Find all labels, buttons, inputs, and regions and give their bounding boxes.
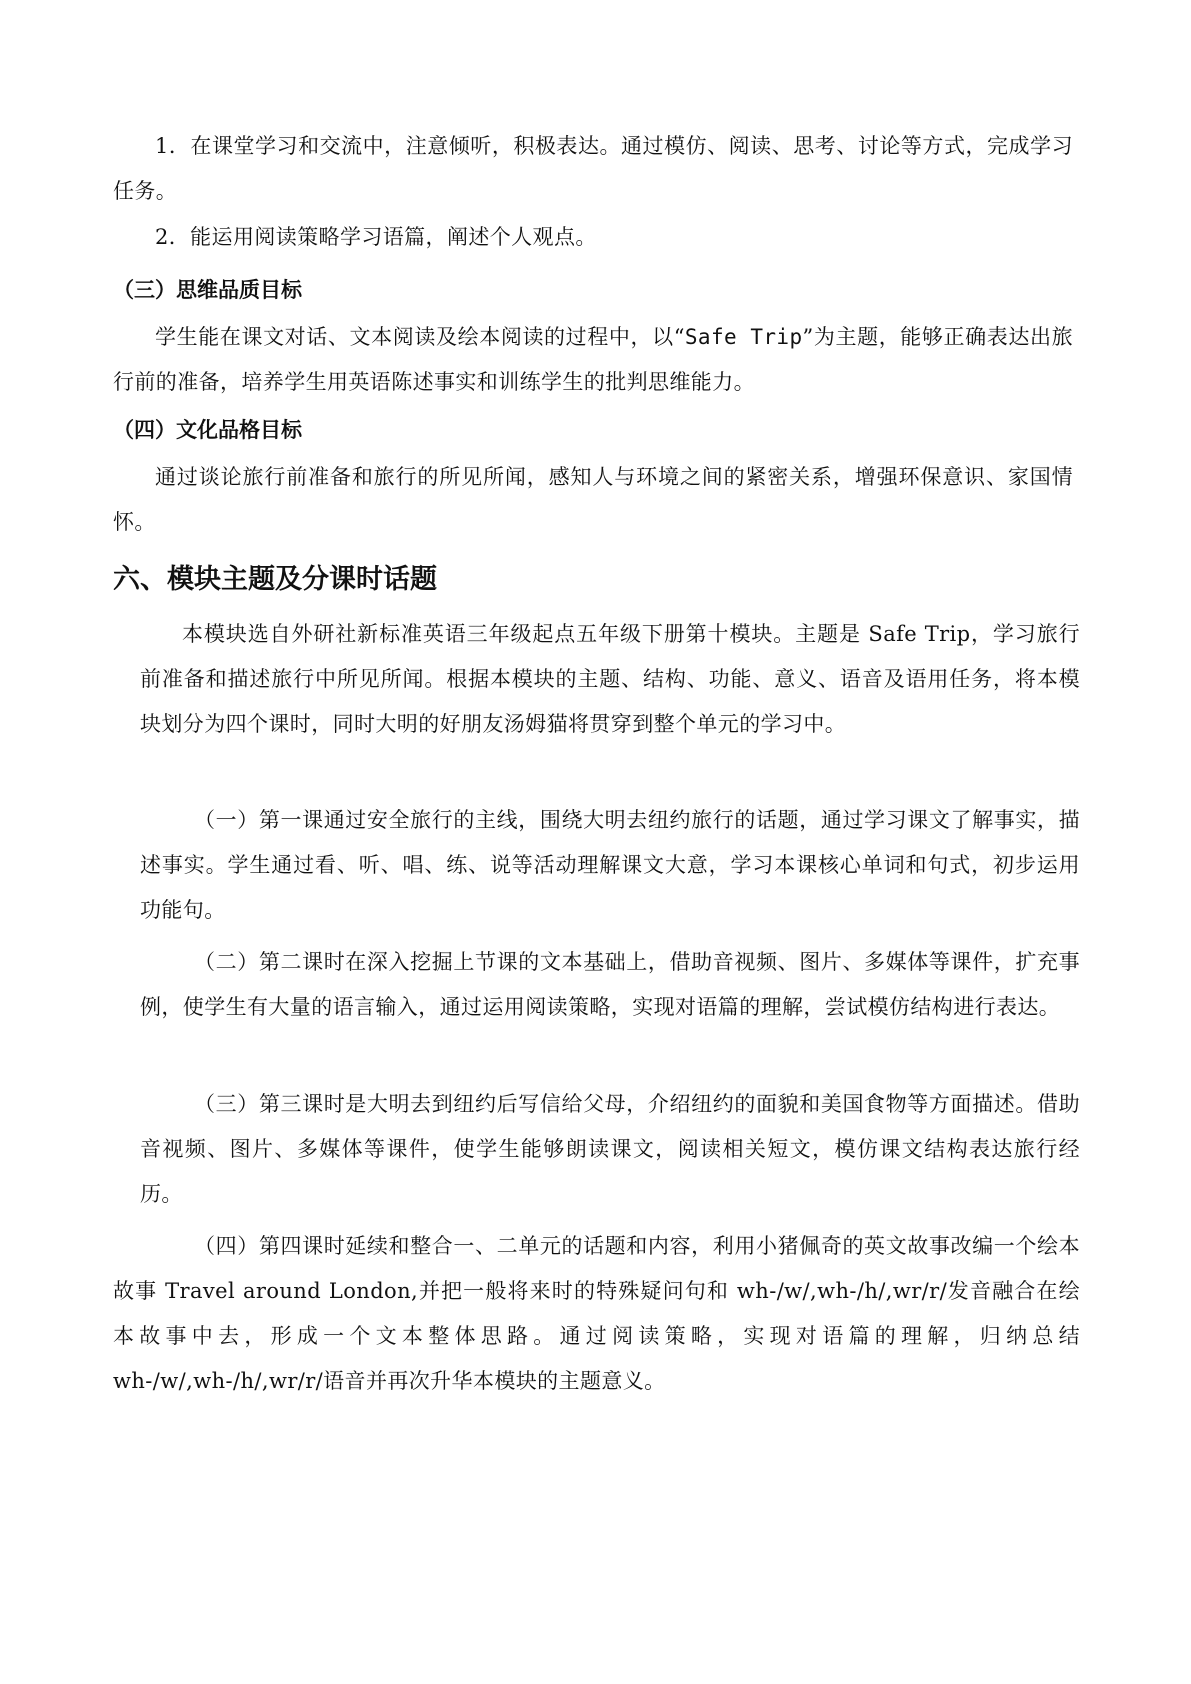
module-intro-paragraph: 本模块选自外研社新标准英语三年级起点五年级下册第十模块。主题是 Safe Trip，学习旅行前准备和描述旅行中所见所闻。根据本模块的主题、结构、功能、意义、语音及语用任务，将本模块划分为四个课时，同时大明的好朋友汤姆猫将贯穿到整个单元的学习中。 bbox=[140, 622, 1080, 736]
lesson-1-paragraph: （一）第一课通过安全旅行的主线，围绕大明去纽约旅行的话题，通过学习课文了解事实，描述事实。学生通过看、听、唱、练、说等活动理解课文大意，学习本课核心单词和句式，初步运用功能句。 bbox=[140, 808, 1080, 922]
thinking-quality-heading: （三）思维品质目标 bbox=[113, 278, 302, 302]
section-six-heading: 六、模块主题及分课时话题 bbox=[113, 564, 437, 595]
cultural-character-paragraph: 通过谈论旅行前准备和旅行的所见所闻，感知人与环境之间的紧密关系，增强环保意识、家国情怀。 bbox=[113, 465, 1073, 534]
safe-trip-term: Safe Trip bbox=[684, 325, 803, 349]
thinking-quality-text-end: ”为主题，能够正确表达出旅行前的准备，培养学生用英语陈述事实和训练学生的批判思维能力。 bbox=[113, 325, 1074, 394]
cultural-character-heading: （四）文化品格目标 bbox=[113, 418, 302, 442]
thinking-quality-text-start: 学生能在课文对话、文本阅读及绘本阅读的过程中，以“ bbox=[155, 325, 685, 349]
lesson-4-paragraph: （四）第四课时延续和整合一、二单元的话题和内容，利用小猪佩奇的英文故事改编一个绘本故事 Travel around London,并把一般将来时的特殊疑问句和 wh-/w/,wh-/h/,wr/r/发音融合在绘本故事中去，形成一个文本整体思路。通过阅读策略，实现对语篇的理解，归纳总结 wh-/w/,wh-/h/,wr/r/语音并再次升华本模块的主题意义。 bbox=[113, 1234, 1080, 1393]
lesson-2-paragraph: （二）第二课时在深入挖掘上节课的文本基础上，借助音视频、图片、多媒体等课件，扩充事例，使学生有大量的语言输入，通过运用阅读策略，实现对语篇的理解，尝试模仿结构进行表达。 bbox=[140, 950, 1080, 1019]
learning-goal-1: 1．在课堂学习和交流中，注意倾听，积极表达。通过模仿、阅读、思考、讨论等方式，完成学习任务。 bbox=[113, 134, 1073, 203]
lesson-3-paragraph: （三）第三课时是大明去到纽约后写信给父母，介绍纽约的面貌和美国食物等方面描述。借助音视频、图片、多媒体等课件，使学生能够朗读课文，阅读相关短文，模仿课文结构表达旅行经历。 bbox=[140, 1092, 1080, 1206]
thinking-quality-paragraph bbox=[113, 315, 1073, 405]
learning-goal-2: 2．能运用阅读策略学习语篇，阐述个人观点。 bbox=[155, 225, 597, 249]
